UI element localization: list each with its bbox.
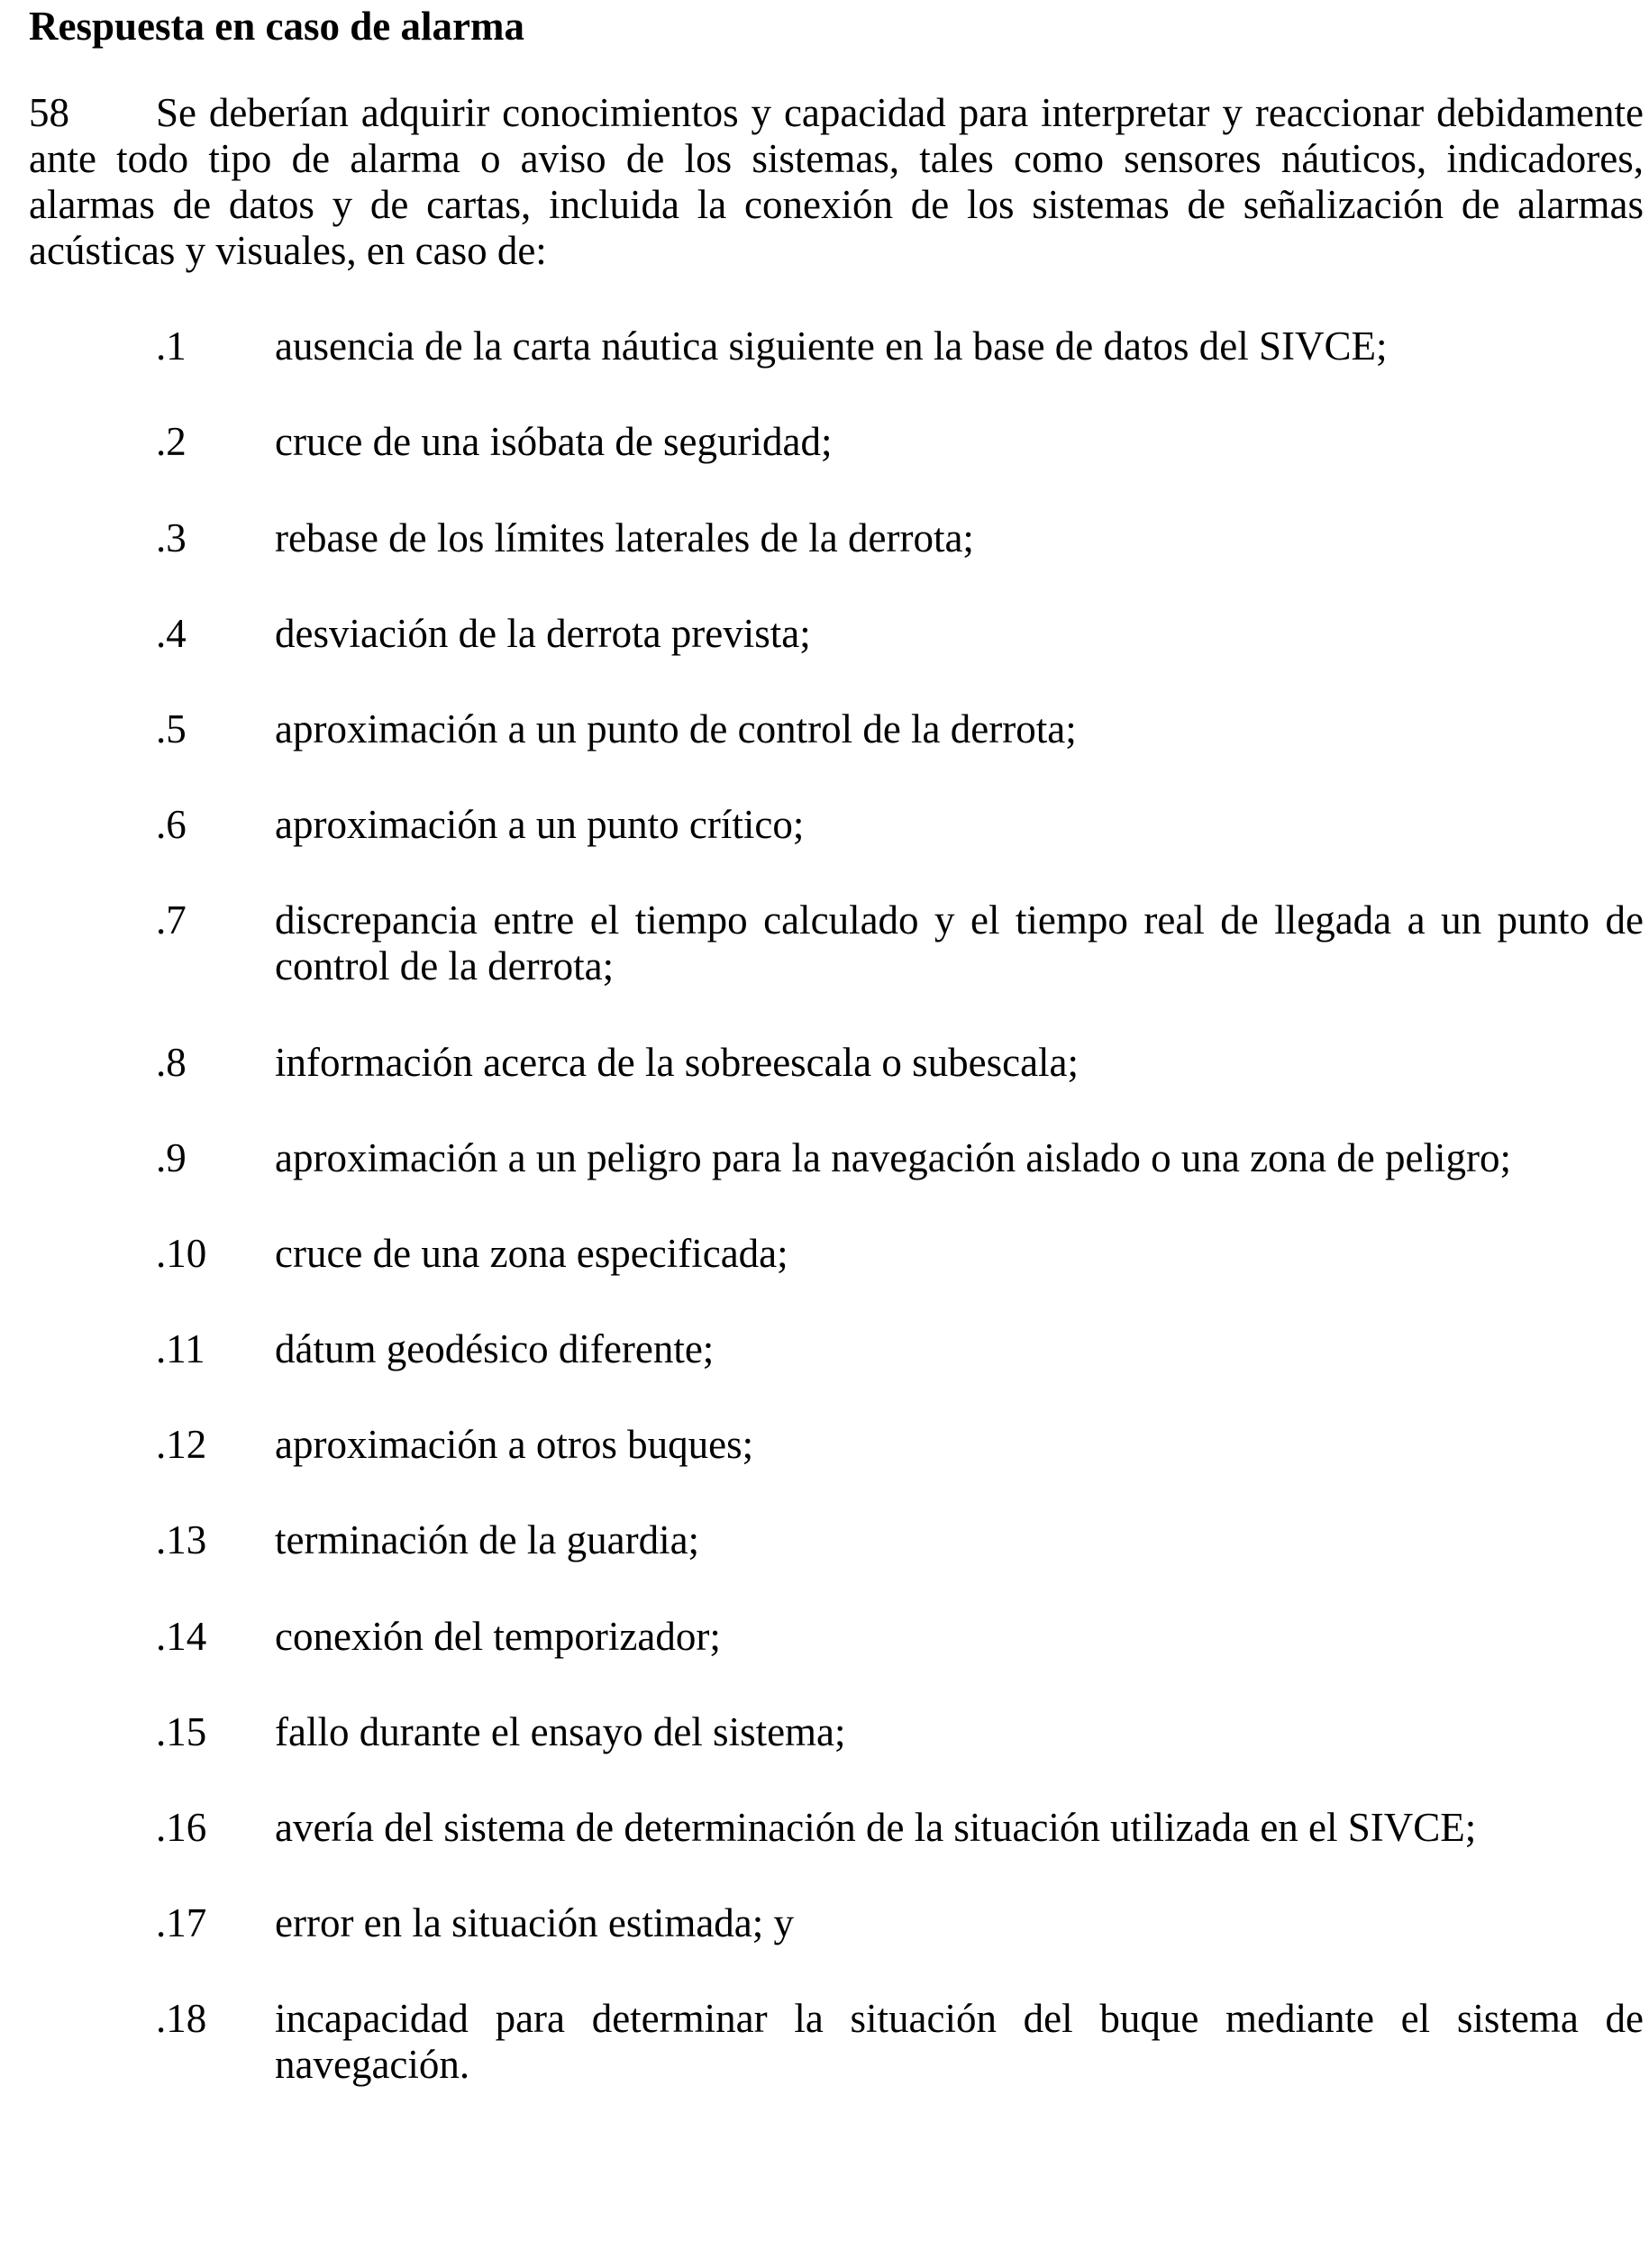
text-line: control de la derrota;: [275, 943, 615, 989]
list-item: [29, 1996, 1644, 2088]
text-line: cruce de una zona especificada;: [275, 1230, 788, 1276]
list-item-text: [275, 1326, 1644, 1372]
text-line: aproximación a un punto crítico;: [275, 802, 805, 848]
list-item-text: [275, 1231, 1644, 1277]
list-item-text: [275, 1135, 1644, 1181]
text-line: conexión del temporizador;: [275, 1613, 721, 1659]
list-item-text: [275, 1709, 1644, 1755]
text-line: terminación de la guardia;: [275, 1517, 700, 1563]
list-item: [29, 1517, 1644, 1563]
text-line: avería del sistema de determinación de la situación utilizada en el SIVCE;: [275, 1805, 1477, 1850]
text-line: incapacidad para determinar la situación del buque mediante el sistema de: [275, 1996, 1644, 2042]
list-item: [29, 419, 1644, 465]
list-item: [29, 1709, 1644, 1755]
list-item-number: .11: [156, 1326, 205, 1372]
list-item-number: .3: [156, 515, 187, 560]
list-item-number: .1: [156, 323, 187, 369]
paragraph-line: alarmas de datos y de cartas, incluida la conexión de los sistemas de señalización de alarmas: [29, 182, 1644, 227]
list-item: [29, 611, 1644, 657]
text-line: fallo durante el ensayo del sistema;: [275, 1708, 846, 1754]
list-item-text: [275, 323, 1644, 369]
list-item-number: .8: [156, 1039, 187, 1085]
list-item-number: .15: [156, 1708, 207, 1754]
section-heading: Respuesta en caso de alarma: [29, 4, 524, 49]
list-item-number: .13: [156, 1517, 207, 1563]
list-item-text: [275, 802, 1644, 848]
list-item-text: [275, 1614, 1644, 1660]
list-item-number: .2: [156, 419, 187, 465]
list-item-number: .6: [156, 802, 187, 848]
list-item: [29, 706, 1644, 752]
list-item: [29, 802, 1644, 848]
text-line: discrepancia entre el tiempo calculado y el tiempo real de llegada a un punto de: [275, 897, 1644, 943]
list-item-text: [275, 1040, 1644, 1086]
list-item-text: [275, 1900, 1644, 1946]
list-item: [29, 1231, 1644, 1277]
paragraph-58: [29, 90, 1644, 274]
text-line: navegación.: [275, 2042, 470, 2088]
list-item-number: .10: [156, 1230, 207, 1276]
list-item: [29, 1614, 1644, 1660]
list-item-number: .7: [156, 897, 187, 943]
paragraph-number: 58: [29, 90, 69, 135]
list-item-text: [275, 1805, 1644, 1851]
list-item-number: .5: [156, 706, 187, 751]
list-item-number: .14: [156, 1613, 207, 1659]
text-line: información acerca de la sobreescala o subescala;: [275, 1039, 1080, 1085]
paragraph-line: acústicas y visuales, en caso de:: [29, 228, 547, 273]
list-item-number: .17: [156, 1900, 207, 1946]
list-item: [29, 515, 1644, 561]
text-line: rebase de los límites laterales de la derrota;: [275, 515, 974, 560]
list-item-text: [275, 706, 1644, 752]
list-item: [29, 1040, 1644, 1086]
list-item-number: .9: [156, 1134, 187, 1180]
list-item-text: [275, 419, 1644, 465]
text-line: ausencia de la carta náutica siguiente en la base de datos del SIVCE;: [275, 323, 1388, 369]
list-item-text: [275, 897, 1644, 989]
list-item: [29, 1805, 1644, 1851]
list-item: [29, 323, 1644, 369]
text-line: error en la situación estimada; y: [275, 1900, 795, 1946]
list-item-text: [275, 611, 1644, 657]
list-item-number: .18: [156, 1996, 207, 2042]
text-line: desviación de la derrota prevista;: [275, 610, 811, 656]
list-item: [29, 1900, 1644, 1946]
list-item-number: .12: [156, 1422, 207, 1468]
alarm-list: [29, 323, 1644, 2088]
list-item: [29, 1135, 1644, 1181]
list-item: [29, 1326, 1644, 1372]
list-item-text: [275, 1996, 1644, 2088]
text-line: cruce de una isóbata de seguridad;: [275, 419, 833, 465]
text-line: aproximación a otros buques;: [275, 1422, 754, 1468]
list-item: [29, 897, 1644, 989]
list-item-text: [275, 515, 1644, 561]
paragraph-line: Se deberían adquirir conocimientos y capacidad para interpretar y reaccionar debidamente: [156, 90, 1644, 135]
text-line: dátum geodésico diferente;: [275, 1326, 715, 1372]
text-line: aproximación a un peligro para la navegación aislado o una zona de peligro;: [275, 1134, 1511, 1180]
paragraph-first-line: [29, 90, 1644, 136]
list-item: [29, 1422, 1644, 1468]
list-item-text: [275, 1517, 1644, 1563]
text-line: aproximación a un punto de control de la derrota;: [275, 706, 1077, 751]
list-item-number: .4: [156, 610, 187, 656]
list-item-text: [275, 1422, 1644, 1468]
list-item-number: .16: [156, 1805, 207, 1850]
paragraph-line: ante todo tipo de alarma o aviso de los sistemas, tales como sensores náuticos, indicadores,: [29, 136, 1644, 181]
